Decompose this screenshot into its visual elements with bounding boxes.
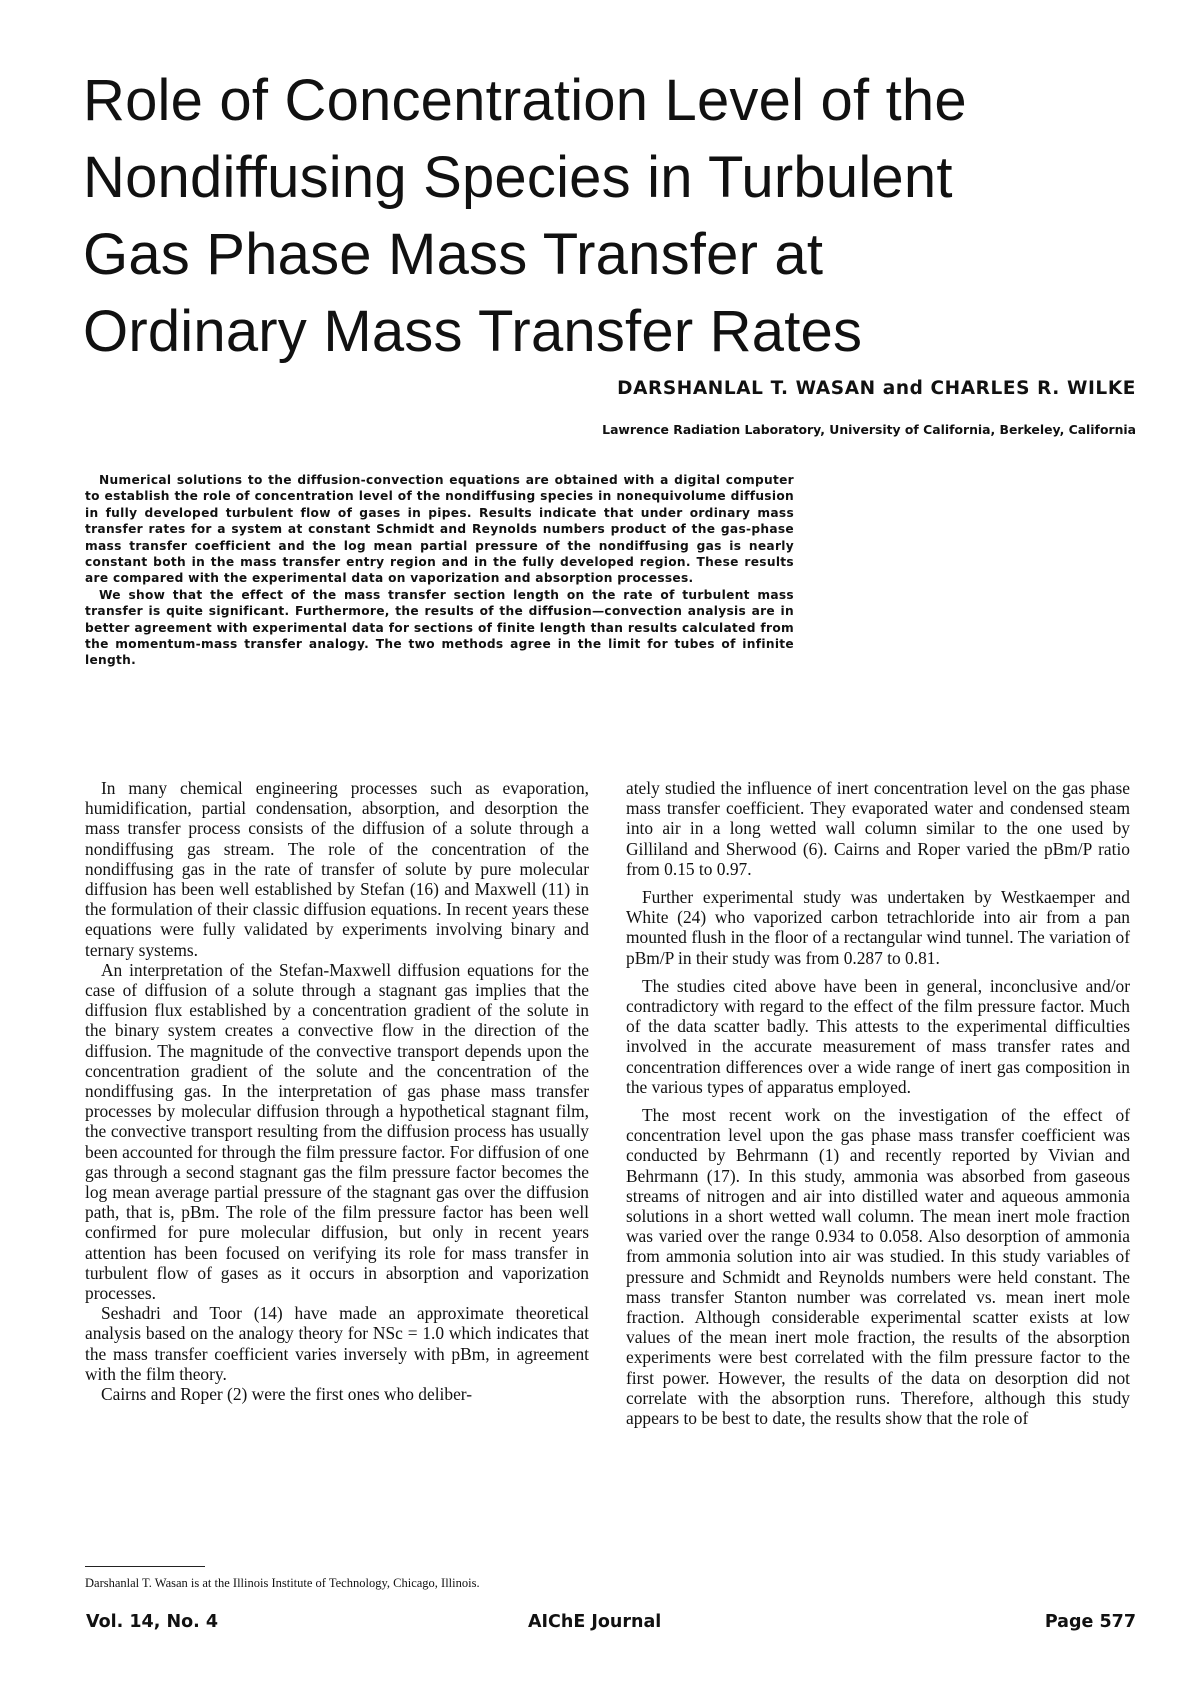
body-paragraph: The most recent work on the investigation of the effect of concentration level upon the gas phase mass transfer coefficient was conducted by Behrmann (1) and recently reported by Vivian and Behrmann (17). In this study, ammonia was absorbed from gaseous streams of nitrogen and air into distilled water and aqueous ammonia solutions in a short wetted wall column. The mean inert mole fraction was varied over the range 0.934 to 0.058. Also desorption of ammonia from ammonia solution into air was studied. In this study variables of pressure and Schmidt and Reynolds numbers were held constant. The mass transfer Stanton number was correlated vs. mean inert mole fraction. Although considerable experimental scatter exists at low values of the mean inert mole fraction, the results of the absorption experiments were best correlated with the film pressure factor to the first power. However, the results of the data on desorption did not correlate with the absorption runs. Therefore, although this study appears to be best to date, the results show that the role of bbox=[626, 1105, 1130, 1429]
body-paragraph: Cairns and Roper (2) were the first ones who deliber- bbox=[101, 1384, 473, 1405]
body-paragraph: In many chemical engineering processes such as evaporation, humidification, partial condensation, absorption, and desorption the mass transfer process consists of the diffusion of a solute through a nondiffusing gas stream. The role of the concentration of the nondiffusing gas in the rate of transfer of solute by pure molecular diffusion has been well established by Stefan (16) and Maxwell (11) in the formulation of their classic diffusion equations. In recent years these equations were fully validated by experiments involving binary and ternary systems. bbox=[85, 778, 589, 960]
footer-volume: Vol. 14, No. 4 bbox=[86, 1612, 219, 1632]
body-paragraph: Further experimental study was undertaken by Westkaemper and White (24) who vaporized carbon tetrachloride into air from a pan mounted flush in the floor of a rectangular wind tunnel. The variation of pBm/P in their study was from 0.287 to 0.81. bbox=[626, 887, 1130, 968]
body-column-right bbox=[626, 778, 1130, 1428]
body-paragraph: An interpretation of the Stefan-Maxwell diffusion equations for the case of diffusion of a solute through a stagnant gas implies that the diffusion flux established by a concentration gradient of the solute in the binary system creates a convective flow in the direction of the diffusion. The magnitude of the convective transport depends upon the concentration gradient of the solute and the concentration of the nondiffusing gas. In the interpretation of gas phase mass transfer processes by molecular diffusion through a hypothetical stagnant film, the convective transport resulting from the diffusion process has usually been accounted for through the film pressure factor. For diffusion of one gas through a second stagnant gas the film pressure factor becomes the log mean average partial pressure of the stagnant gas over the diffusion path, that is, pBm. The role of the film pressure factor has been well confirmed for pure molecular diffusion, but only in recent years attention has been focused on verifying its role for mass transfer in turbulent flow of gases as it occurs in absorption and vaporization processes. bbox=[85, 959, 589, 1304]
authors: DARSHANLAL T. WASAN and CHARLES R. WILKE bbox=[617, 378, 1136, 399]
footnote: Darshanlal T. Wasan is at the Illinois Institute of Technology, Chicago, Illinois. bbox=[85, 1576, 480, 1590]
body-paragraph: Seshadri and Toor (14) have made an approximate theoretical analysis based on the analogy theory for NSc = 1.0 which indicates that the mass transfer coefficient varies inversely with pBm, in agreement with the film theory. bbox=[85, 1303, 589, 1384]
body-column-left bbox=[85, 778, 589, 1404]
footer-journal: AIChE Journal bbox=[528, 1612, 662, 1632]
abstract-paragraph: We show that the effect of the mass transfer section length on the rate of turbulent mass transfer is quite significant. Furthermore, the results of the diffusion—convection analysis are in better agreement with experimental data for sections of finite length than results calculated from the momentum-mass transfer analogy. The two methods agree in the limit for tubes of infinite length. bbox=[85, 587, 794, 668]
body-paragraph: The studies cited above have been in general, inconclusive and/or contradictory with regard to the effect of the film pressure factor. Much of the data scatter badly. This attests to the experimental difficulties involved in the accurate measurement of mass transfer rates and concentration differences over a wide range of inert gas composition in the various types of apparatus employed. bbox=[626, 975, 1130, 1097]
body-paragraph: ately studied the influence of inert concentration level on the gas phase mass transfer coefficient. They evaporated water and condensed steam into air in a long wetted wall column similar to the one used by Gilliland and Sherwood (6). Cairns and Roper varied the pBm/P ratio from 0.15 to 0.97. bbox=[626, 778, 1130, 879]
abstract-paragraph: Numerical solutions to the diffusion-convection equations are obtained with a digital computer to establish the role of concentration level of the nondiffusing species in nonequivolume diffusion in fully developed turbulent flow of gases in pipes. Results indicate that under ordinary mass transfer rates for a system at constant Schmidt and Reynolds numbers product of the gas-phase mass transfer coefficient and the log mean partial pressure of the nondiffusing gas is nearly constant both in the mass transfer entry region and in the fully developed region. These results are compared with the experimental data on vaporization and absorption processes. bbox=[85, 473, 794, 586]
abstract bbox=[85, 472, 794, 669]
paper-title: Role of Concentration Level of the Nondiffusing Species in Turbulent Gas Phase Mass Transfer at Ordinary Mass Transfer Rates bbox=[83, 68, 967, 364]
footnote-rule bbox=[85, 1566, 205, 1567]
footer-page: Page 577 bbox=[1044, 1612, 1136, 1632]
affiliation: Lawrence Radiation Laboratory, University of California, Berkeley, California bbox=[602, 422, 1136, 437]
